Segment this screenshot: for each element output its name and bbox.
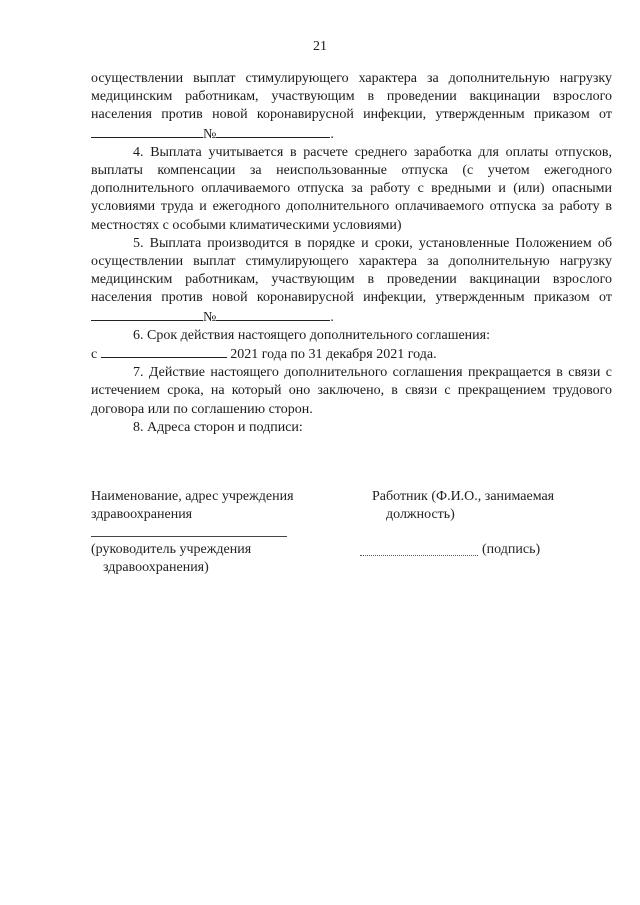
paragraph-6: 6. Срок действия настоящего дополнительного соглашения: <box>133 327 490 343</box>
period: . <box>330 309 334 325</box>
paragraph-8: 8. Адреса сторон и подписи: <box>133 419 303 435</box>
employee-signature-caption: (подпись) <box>482 542 541 557</box>
paragraph-6-term <box>91 345 612 364</box>
employer-heading-line-2: здравоохранения <box>91 507 193 522</box>
employee-signature-line <box>360 555 478 556</box>
document-body <box>91 70 612 437</box>
number-sign: № <box>203 126 217 142</box>
page-number: 21 <box>313 39 327 54</box>
period: . <box>330 126 334 142</box>
employer-caption-line-2: здравоохранения) <box>103 560 209 575</box>
paragraph-7: 7. Действие настоящего дополнительного соглашения прекращается в связи с истечением срока, на который оно заключено, в связи с прекращением трудового договора или по соглашению сторон. <box>91 365 612 417</box>
employer-heading-line-1: Наименование, адрес учреждения <box>91 489 294 504</box>
blank-start-date-field <box>101 345 227 358</box>
blank-number-field <box>216 125 330 138</box>
employee-heading <box>372 488 592 524</box>
paragraph-continuation <box>91 70 612 144</box>
paragraph-text: 5. Выплата производится в порядке и сроки, установленные Положением об осуществлении выплат стимулирующего характера за дополнительную нагрузку медицинским работникам, участвующим в проведении вакцинации взрослого населения против новой коронавирусной инфекции, утвержденным приказом от <box>91 235 612 306</box>
employer-signature-line <box>91 536 287 537</box>
paragraph-5 <box>91 235 612 327</box>
term-prefix: с <box>91 347 98 363</box>
blank-date-field <box>91 308 203 321</box>
employer-caption-line-1: (руководитель учреждения <box>91 542 252 557</box>
number-sign: № <box>203 309 217 325</box>
paragraph-text: осуществлении выплат стимулирующего характера за дополнительную нагрузку медицинским работникам, участвующим в проведении вакцинации взрослого населения против новой коронавирусной инфекции, утвержденным приказом от <box>91 71 612 123</box>
term-rest: 2021 года по 31 декабря 2021 года. <box>230 347 437 363</box>
employer-signature-caption <box>91 541 291 577</box>
employee-heading-line-1: Работник (Ф.И.О., занимаемая <box>372 489 555 504</box>
employer-heading <box>91 488 321 524</box>
employee-heading-line-2: должность) <box>386 507 455 522</box>
paragraph-4: 4. Выплата учитывается в расчете среднего заработка для оплаты отпусков, выплаты компенсации за неиспользованные отпуска (с учетом ежегодного дополнительного оплачиваемого отпуска за работу с вредными и (или) опасными условиями труда и ежегодного дополнительного оплачиваемого отпуска за работу в местностях с особыми климатическими условиями) <box>91 144 612 233</box>
blank-date-field <box>91 125 203 138</box>
blank-number-field <box>216 308 330 321</box>
